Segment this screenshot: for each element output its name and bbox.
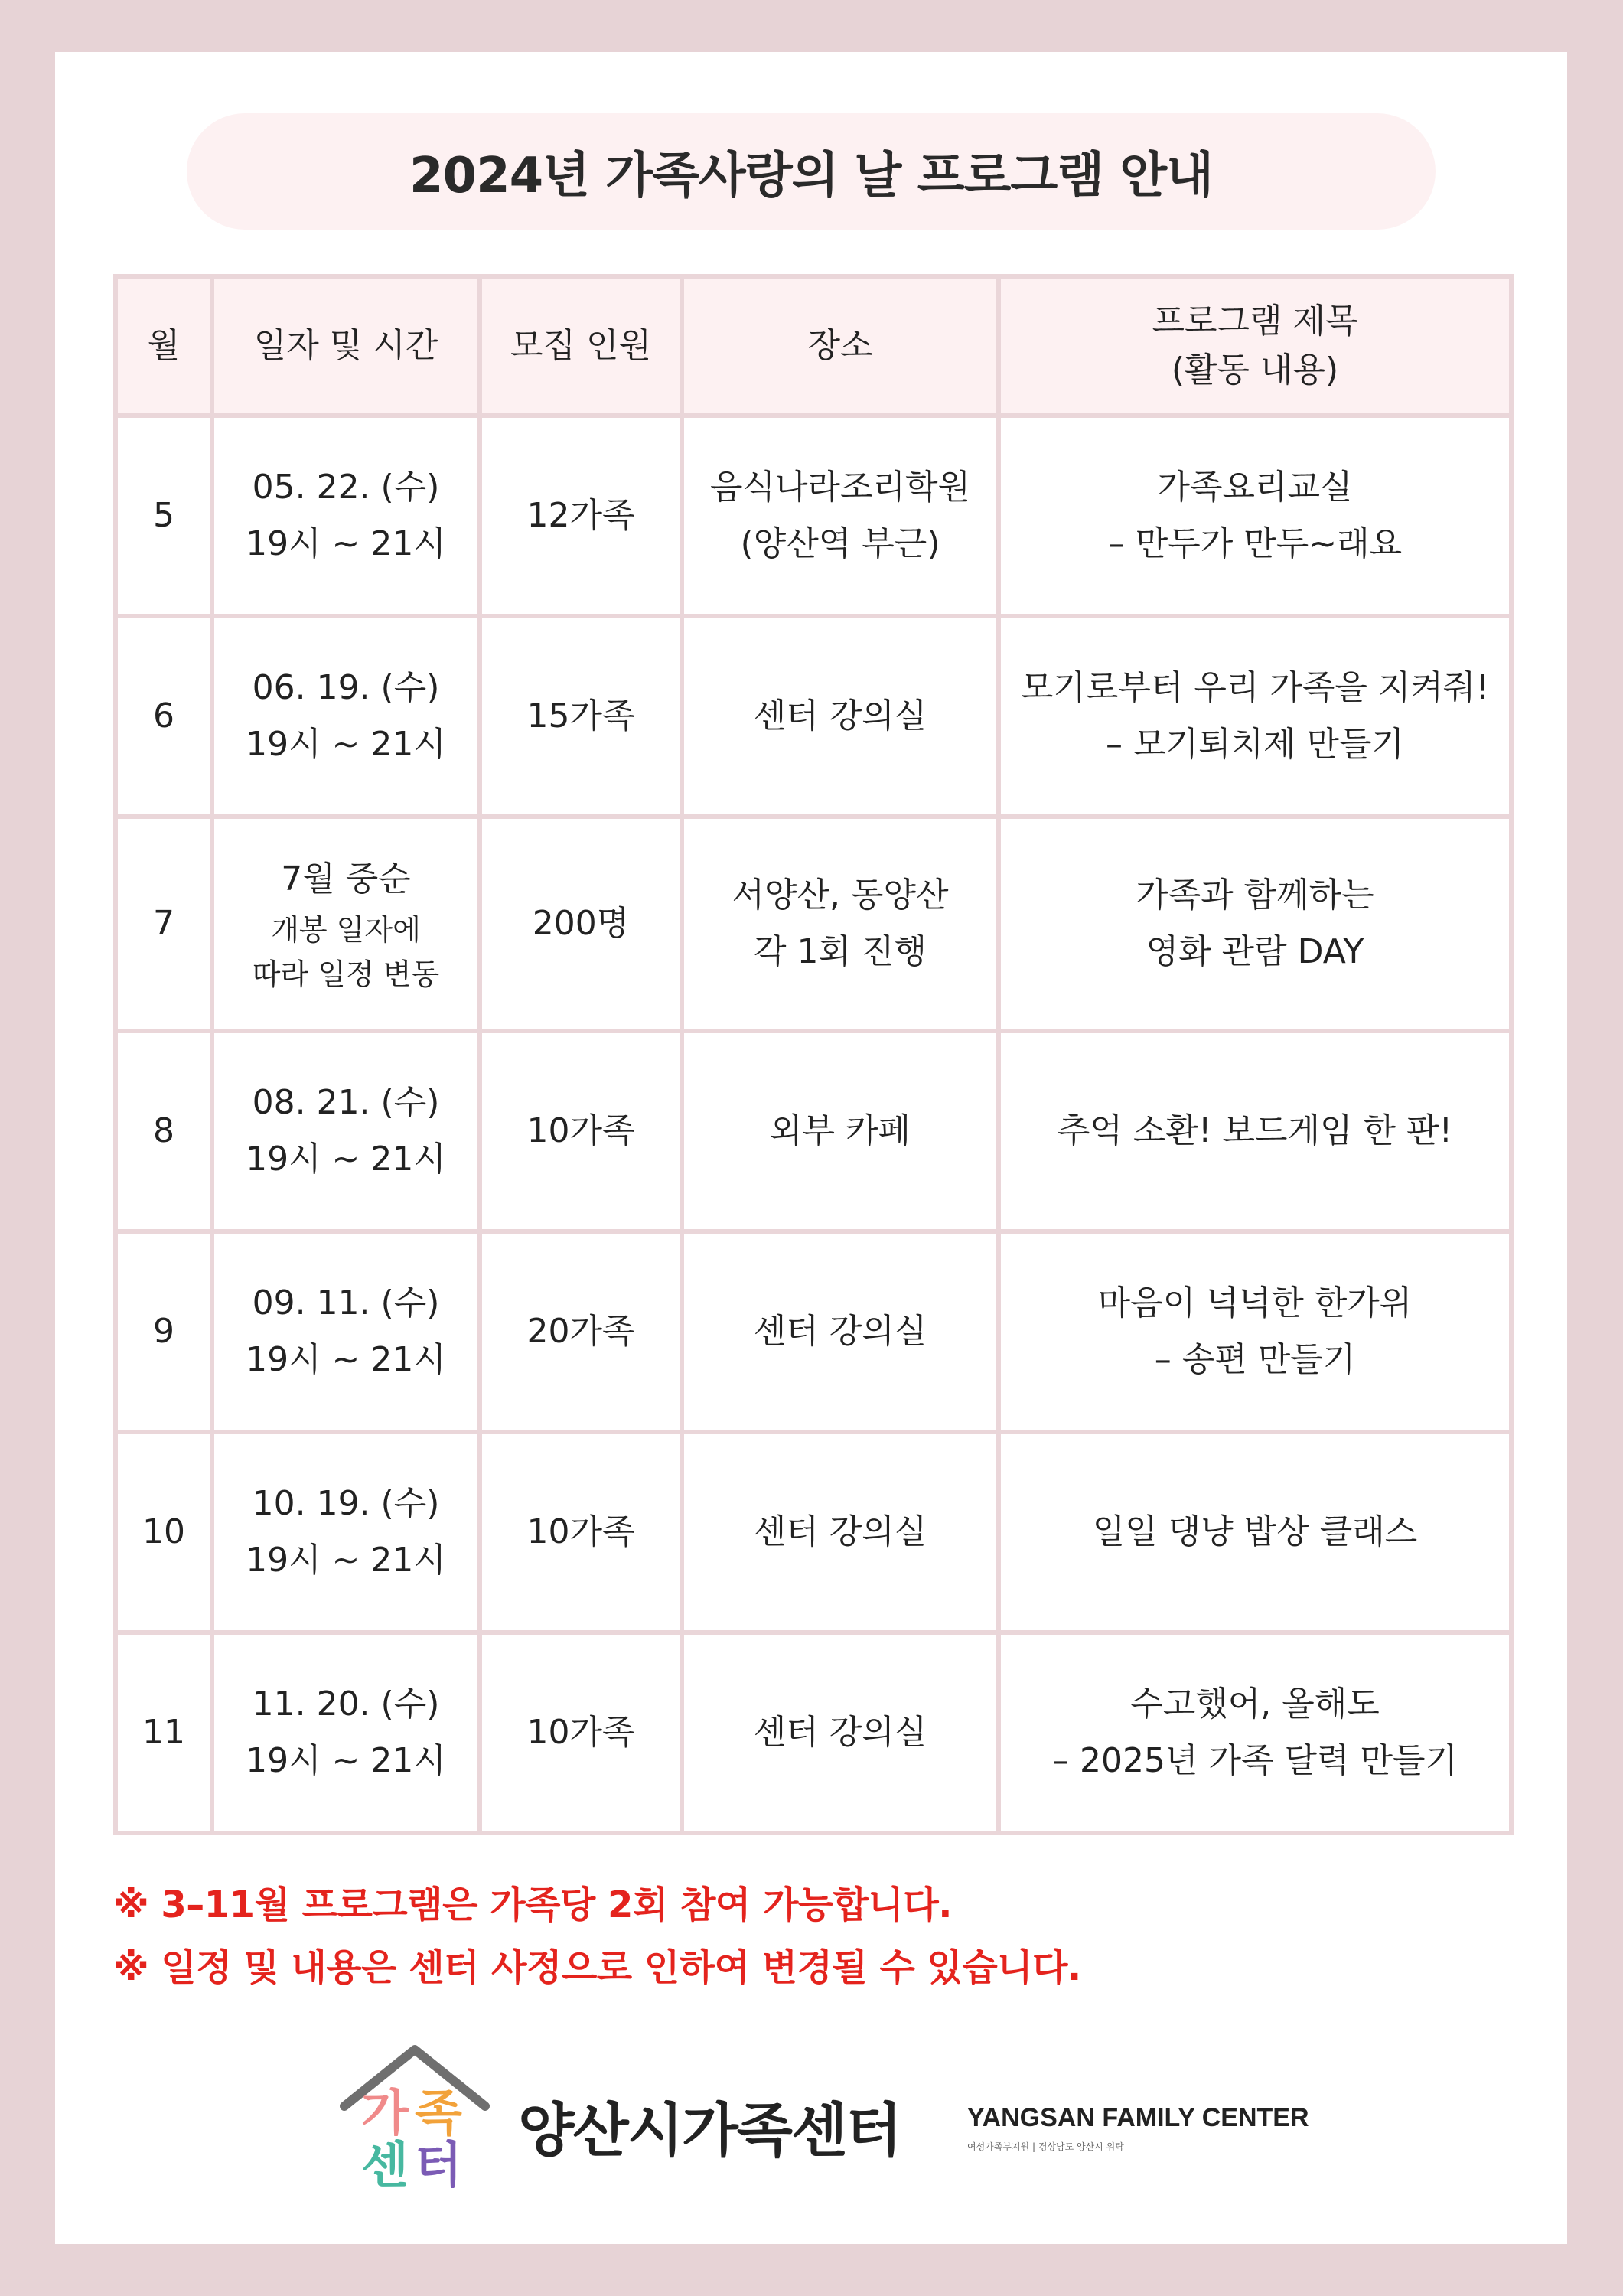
- table-row: [118, 618, 1509, 814]
- cell-date: 08. 21. (수): [252, 1083, 440, 1122]
- table-header-row: [118, 279, 1509, 413]
- cell-program: [1001, 819, 1509, 1029]
- cell-program-line2: – 모기퇴치제 만들기: [1105, 725, 1404, 764]
- cell-place: 센터 강의실: [684, 1234, 996, 1430]
- logo-char-teo: 터: [415, 2138, 462, 2194]
- table-row: [118, 1033, 1509, 1229]
- cell-place: 센터 강의실: [684, 1434, 996, 1630]
- table-row: [118, 418, 1509, 614]
- cell-program-line1: 마음이 넉넉한 한가위: [1097, 1283, 1413, 1322]
- cell-time: 19시 ~ 21시: [246, 725, 446, 764]
- poster-sheet: [55, 52, 1567, 2244]
- cell-program: 추억 소환! 보드게임 한 판!: [1001, 1033, 1509, 1229]
- header-program: [1001, 279, 1509, 413]
- org-affiliation: 여성가족부지원 | 경상남도 양산시 위탁: [967, 2141, 1124, 2152]
- header-program-subtitle: (활동 내용): [1171, 351, 1339, 390]
- cell-place: 센터 강의실: [684, 1635, 996, 1831]
- cell-date: 05. 22. (수): [252, 468, 440, 507]
- program-schedule-table: [113, 274, 1514, 1835]
- cell-program-line2: – 만두가 만두~래요: [1107, 524, 1403, 563]
- cell-capacity: 10가족: [482, 1434, 680, 1630]
- cell-capacity: 200명: [482, 819, 680, 1029]
- notice-participation: ※ 3–11월 프로그램은 가족당 2회 참여 가능합니다.: [113, 1883, 953, 1926]
- cell-place: [684, 819, 996, 1029]
- cell-program-line1: 모기로부터 우리 가족을 지켜줘!: [1020, 668, 1490, 707]
- logo-char-ga: 가: [361, 2086, 409, 2142]
- cell-capacity: 20가족: [482, 1234, 680, 1430]
- header-program-title: 프로그램 제목: [1152, 302, 1358, 341]
- cell-capacity: 15가족: [482, 618, 680, 814]
- table-row: [118, 1234, 1509, 1430]
- cell-program-line1: 수고했어, 올해도: [1130, 1684, 1380, 1724]
- cell-month: 6: [118, 618, 210, 814]
- cell-datetime: [214, 1434, 477, 1630]
- cell-time: 19시 ~ 21시: [246, 1140, 446, 1179]
- org-name-english: YANGSAN FAMILY CENTER: [967, 2103, 1309, 2132]
- cell-program-line2: – 송편 만들기: [1154, 1340, 1356, 1379]
- header-datetime: 일자 및 시간: [214, 279, 477, 413]
- cell-month: 8: [118, 1033, 210, 1229]
- cell-program: [1001, 418, 1509, 614]
- family-center-logo: [338, 2042, 491, 2195]
- table-row: [118, 819, 1509, 1029]
- cell-date: 10. 19. (수): [252, 1484, 440, 1523]
- cell-month: 5: [118, 418, 210, 614]
- cell-place-line1: 서양산, 동양산: [732, 876, 949, 915]
- cell-datetime: [214, 618, 477, 814]
- cell-capacity: 10가족: [482, 1635, 680, 1831]
- footer-branding: [338, 2042, 1333, 2210]
- cell-capacity: 10가족: [482, 1033, 680, 1229]
- cell-program-line1: 가족요리교실: [1157, 468, 1353, 507]
- cell-date: 09. 11. (수): [252, 1283, 440, 1322]
- logo-char-jok: 족: [415, 2086, 462, 2142]
- cell-program: [1001, 1234, 1509, 1430]
- cell-month: 9: [118, 1234, 210, 1430]
- cell-place-line1: 음식나라조리학원: [709, 468, 971, 507]
- cell-place: 외부 카페: [684, 1033, 996, 1229]
- notice-schedule-change: ※ 일정 및 내용은 센터 사정으로 인하여 변경될 수 있습니다.: [113, 1946, 1081, 1989]
- cell-program-line2: – 2025년 가족 달력 만들기: [1052, 1741, 1458, 1780]
- cell-program-line2: 영화 관람 DAY: [1146, 932, 1364, 971]
- cell-place: 센터 강의실: [684, 618, 996, 814]
- table-row: [118, 1635, 1509, 1831]
- cell-program-line1: 가족과 함께하는: [1136, 876, 1374, 915]
- cell-datetime: [214, 819, 477, 1029]
- cell-time: 19시 ~ 21시: [246, 524, 446, 563]
- cell-date: 06. 19. (수): [252, 668, 440, 707]
- header-month: 월: [118, 279, 210, 413]
- cell-place-line2: (양산역 부근): [740, 524, 940, 563]
- header-place: 장소: [684, 279, 996, 413]
- cell-date: 7월 중순: [281, 859, 411, 899]
- page-title: 2024년 가족사랑의 날 프로그램 안내: [187, 113, 1436, 230]
- org-name: 양산시가족센터: [518, 2096, 901, 2164]
- cell-datetime: [214, 418, 477, 614]
- cell-time: 19시 ~ 21시: [246, 1541, 446, 1580]
- logo-char-sen: 센: [361, 2138, 409, 2194]
- cell-place: [684, 418, 996, 614]
- cell-datetime: [214, 1635, 477, 1831]
- cell-program: [1001, 618, 1509, 814]
- cell-datetime: [214, 1033, 477, 1229]
- cell-time: 19시 ~ 21시: [246, 1340, 446, 1379]
- cell-date-note: 개봉 일자에: [271, 913, 421, 947]
- cell-date-note: 따라 일정 변동: [252, 957, 440, 991]
- cell-place-line2: 각 1회 진행: [754, 932, 927, 971]
- table-row: [118, 1434, 1509, 1630]
- cell-program: [1001, 1635, 1509, 1831]
- cell-program: 일일 댕냥 밥상 클래스: [1001, 1434, 1509, 1630]
- notice-list: [113, 1874, 1514, 1999]
- cell-month: 10: [118, 1434, 210, 1630]
- cell-date: 11. 20. (수): [252, 1684, 440, 1724]
- header-capacity: 모집 인원: [482, 279, 680, 413]
- cell-datetime: [214, 1234, 477, 1430]
- cell-time: 19시 ~ 21시: [246, 1741, 446, 1780]
- cell-capacity: 12가족: [482, 418, 680, 614]
- cell-month: 11: [118, 1635, 210, 1831]
- cell-month: 7: [118, 819, 210, 1029]
